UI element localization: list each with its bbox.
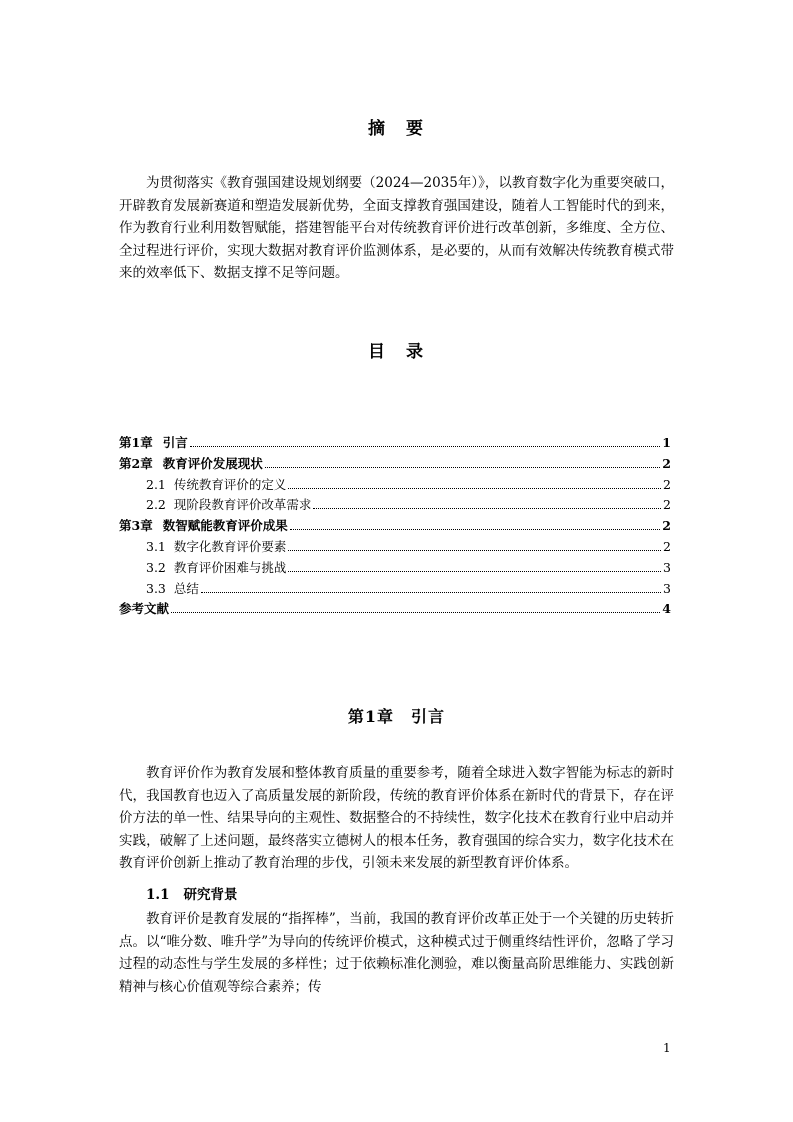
toc-entry-title: 现阶段教育评价改革需求 xyxy=(173,497,312,513)
toc-entry-section-2-1[interactable] xyxy=(119,475,671,496)
toc-leader-dots xyxy=(290,529,661,530)
toc-entry-page: 2 xyxy=(662,455,671,471)
section-1-1-paragraph: 教育评价是教育发展的“指挥棒”，当前，我国的教育评价改革正处于一个关键的历史转折点。以“唯分数、唯升学”为导向的传统评价模式，这种模式过于侧重终结性评价，忽略了学习过程的动态性与学生发展的多样性；过于依赖标准化测验，难以衡量高阶思维能力、实践创新精神与核心价值观等综合素养；传 xyxy=(119,911,674,995)
chapter-1-intro-paragraph: 教育评价作为教育发展和整体教育质量的重要参考，随着全球进入数字智能为标志的新时代，我国教育也迈入了高质量发展的新阶段，传统的教育评价体系在新时代的背景下，存在评价方法的单一性、结果导向的主观性、数据整合的不持续性，数字化技术在教育行业中启动并实践，破解了上述问题，最终落实立德树人的根本任务，教育强国的综合实力，数字化技术在教育评价创新上推动了教育治理的步伐，引领未来发展的新型教育评价体系。 xyxy=(119,765,674,871)
toc-entry-chapter-2[interactable] xyxy=(119,454,671,475)
toc-entry-title: 引言 xyxy=(162,435,188,450)
chapter-1-heading: 第1章 引言 xyxy=(347,707,446,726)
toc-entry-title: 传统教育评价的定义 xyxy=(173,476,287,492)
toc-entry-number: 第3章 xyxy=(119,518,153,534)
toc-entry-title: 参考文献 xyxy=(119,601,170,617)
toc-entry-references[interactable] xyxy=(119,599,671,620)
toc-entry-number: 3.3 xyxy=(146,580,166,596)
page-number: 1 xyxy=(663,1041,671,1055)
toc-entry-title: 数字化教育评价要素 xyxy=(173,538,287,554)
toc-entry-page: 4 xyxy=(662,601,671,617)
toc-entry-chapter-1[interactable] xyxy=(119,433,671,454)
toc-entry-chapter-3[interactable] xyxy=(119,516,671,537)
toc-entry-page: 2 xyxy=(663,538,671,554)
toc-leader-dots xyxy=(288,571,661,572)
toc-leader-dots xyxy=(265,467,661,468)
toc-entry-page: 2 xyxy=(663,476,671,492)
table-of-contents xyxy=(119,433,671,620)
toc-leader-dots xyxy=(288,488,661,489)
toc-leader-dots xyxy=(288,550,661,551)
abstract-paragraph: 为贯彻落实《教育强国建设规划纲要（2024—2035年）》，以教育数字化为重要突破口，开辟教育发展新赛道和塑造发展新优势，全面支撑教育强国建设，随着人工智能时代的到来，作为教育行业利用数智赋能，搭建智能平台对传统教育评价进行改革创新，多维度、全方位、全过程进行评价，实现大数据对教育评价监测体系，是必要的，从而有效解决传统教育模式带来的效率低下、数据支撑不足等问题。 xyxy=(119,175,674,281)
toc-entry-page: 3 xyxy=(663,580,671,596)
section-number: 1.1 xyxy=(146,887,170,903)
toc-entry-title: 教育评价困难与挑战 xyxy=(173,559,287,575)
toc-entry-page: 2 xyxy=(663,497,671,513)
toc-entry-section-2-2[interactable] xyxy=(119,495,671,516)
toc-entry-section-3-2[interactable] xyxy=(119,558,671,579)
toc-entry-number: 2.1 xyxy=(146,476,166,492)
section-title: 研究背景 xyxy=(183,887,238,903)
toc-leader-dots xyxy=(313,508,661,509)
toc-entry-title: 总结 xyxy=(173,580,199,596)
abstract-heading: 摘 要 xyxy=(368,119,425,139)
toc-entry-number: 第1章 xyxy=(119,435,153,450)
toc-entry-number: 2.2 xyxy=(146,497,166,513)
toc-entry-page: 3 xyxy=(663,559,671,575)
toc-leader-dots xyxy=(171,612,660,613)
toc-leader-dots xyxy=(190,446,661,447)
section-1-1-heading xyxy=(146,883,238,903)
toc-entry-title: 数智赋能教育评价成果 xyxy=(162,518,288,534)
toc-entry-number: 3.1 xyxy=(146,538,166,554)
toc-entry-number: 3.2 xyxy=(146,559,166,575)
toc-heading: 目 录 xyxy=(368,342,425,362)
toc-entry-number: 第2章 xyxy=(119,455,153,471)
toc-entry-page: 1 xyxy=(662,435,671,450)
toc-entry-section-3-1[interactable] xyxy=(119,537,671,558)
toc-entry-page: 2 xyxy=(662,518,671,534)
toc-entry-section-3-3[interactable] xyxy=(119,579,671,600)
toc-entry-title: 教育评价发展现状 xyxy=(162,455,263,471)
toc-leader-dots xyxy=(201,592,661,593)
